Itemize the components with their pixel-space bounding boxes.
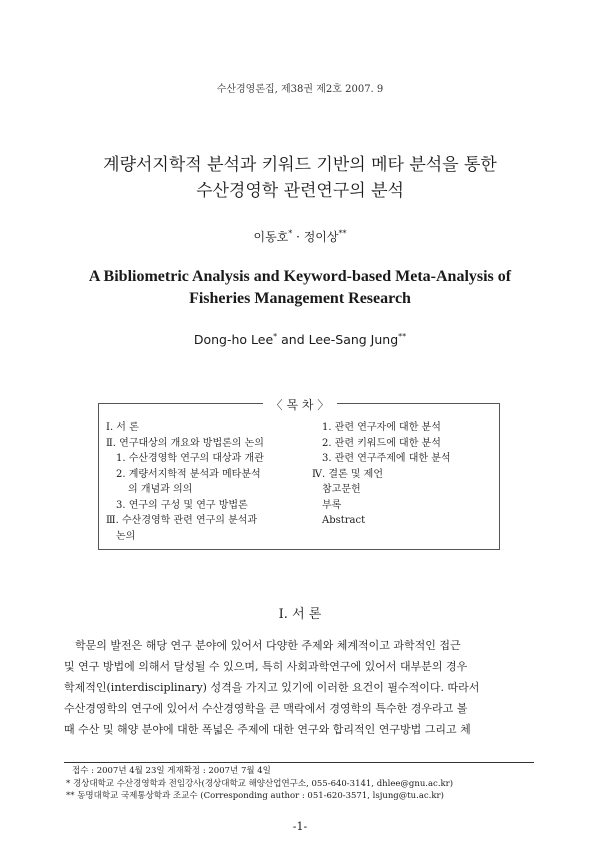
author-separator: · <box>292 230 304 244</box>
toc-header-label: 〈 목 차 〉 <box>263 398 338 412</box>
section-heading: Ⅰ. 서 론 <box>278 607 322 622</box>
footnote-divider <box>64 762 534 763</box>
toc-item: 1. 관련 연구자에 대한 분석 <box>322 422 441 433</box>
toc-left-column <box>106 420 306 544</box>
authors-korean <box>0 228 600 245</box>
title-english <box>0 266 600 310</box>
journal-info: 수산경영론집, 제38권 제2호 2007. 9 <box>216 84 384 95</box>
title-english-line-1: A Bibliometric Analysis and Keyword-based Meta-Analysis of <box>88 268 512 285</box>
toc-item: Ⅱ. 연구대상의 개요와 방법론의 논의 <box>106 437 264 449</box>
page-number: -1- <box>292 820 308 833</box>
author-1-mark: * <box>288 229 293 238</box>
author-2-ko: 정이상 <box>303 230 339 244</box>
body-line: 수산경영학의 연구에 있어서 수산경영학을 큰 맥락에서 경영학의 특수한 경우라고 볼 <box>64 702 468 715</box>
toc-item: 2. 관련 키워드에 대한 분석 <box>322 437 441 449</box>
toc-item: 부록 <box>322 499 342 511</box>
body-line: 및 연구 방법에 의해서 달성될 수 있으며, 특히 사회과학연구에 있어서 대부분의 경우 <box>64 660 468 673</box>
toc-item: Ⅲ. 수산경영학 관련 연구의 분석과 <box>106 515 258 526</box>
toc-header <box>0 394 600 413</box>
toc-item: Ⅰ. 서 론 <box>106 422 139 433</box>
body-line: 때 수산 및 해양 분야에 대한 폭넓은 주제에 대한 연구와 합리적인 연구방법 그리고 체 <box>64 723 471 736</box>
title-english-line-2: Fisheries Management Research <box>189 290 411 307</box>
toc-right-column <box>312 420 492 529</box>
author-1-en-mark: * <box>273 332 278 341</box>
body-paragraph <box>64 635 544 740</box>
toc-item: 3. 연구의 구성 및 연구 방법론 <box>116 499 248 511</box>
toc-item: 3. 관련 연구주제에 대한 분석 <box>322 453 451 464</box>
toc-item: Ⅳ. 결론 및 제언 <box>312 468 384 480</box>
toc-item: 2. 계량서지학적 분석과 메타분석 <box>116 468 261 480</box>
footnote-author-2: ** 동명대학교 국제통상학과 조교수 (Corresponding author : 051-620-3571, lsjung@tu.ac.kr) <box>66 791 444 801</box>
title-korean-line-1: 계량서지학적 분석과 키워드 기반의 메타 분석을 통한 <box>103 155 497 175</box>
body-line: 학제적인(interdisciplinary) 성격을 가지고 있기에 이러한 요건이 필수적이다. 따라서 <box>64 681 480 694</box>
toc-item: Abstract <box>322 515 366 526</box>
footnote-received: 접수 : 2007년 4월 23일 게재확정 : 2007년 7월 4일 <box>72 766 271 776</box>
author-1-en: Dong-ho Lee <box>193 332 274 348</box>
author-2-mark: ** <box>338 229 347 238</box>
authors-english <box>0 332 600 347</box>
author-and: and <box>277 332 309 348</box>
footnote-author-1: * 경상대학교 수산경영학과 전임강사(경상대학교 해양산업연구소, 055-640-3141, dhlee@gnu.ac.kr) <box>66 778 454 789</box>
author-2-en-mark: ** <box>398 332 407 341</box>
body-line: 학문의 발전은 해당 연구 분야에 있어서 다양한 주제와 체계적이고 과학적인 접근 <box>75 639 461 652</box>
toc-item: 참고문헌 <box>322 484 361 495</box>
toc-item: 논의 <box>116 530 136 542</box>
author-1-ko: 이동호 <box>253 230 289 244</box>
author-2-en: Lee-Sang Jung <box>308 332 399 348</box>
footnotes <box>66 765 546 803</box>
toc-item: 1. 수산경영학 연구의 대상과 개관 <box>116 453 264 464</box>
title-korean-line-2: 수산경영학 관련연구의 분석 <box>196 181 404 201</box>
toc-item: 의 개념과 의의 <box>128 484 193 495</box>
title-korean <box>0 152 600 204</box>
